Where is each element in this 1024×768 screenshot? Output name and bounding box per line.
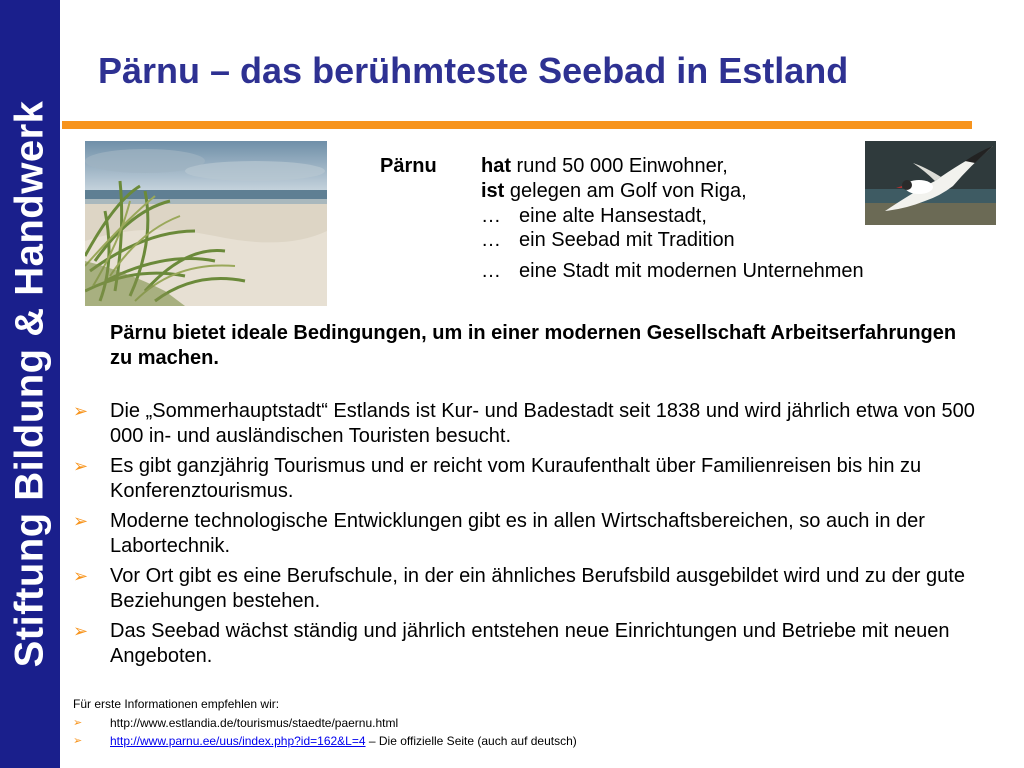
fact-ellipsis: … xyxy=(481,229,501,251)
fact-text-population: rund 50 000 Einwohner, xyxy=(511,155,728,177)
bullet-text: Vor Ort gibt es eine Berufschule, in der ein ähnliches Berufsbild ausgebildet wird und zu der gute Beziehungen bestehen. xyxy=(110,565,965,612)
list-item xyxy=(73,454,983,504)
list-item xyxy=(73,564,983,614)
list-item xyxy=(73,714,577,732)
fact-ellipsis: … xyxy=(481,260,501,282)
bullet-text: Moderne technologische Entwicklungen gibt es in allen Wirtschaftsbereichen, so auch in der Labortechnik. xyxy=(110,510,925,557)
arrow-bullet-icon: ➢ xyxy=(73,511,89,531)
facts-subject: Pärnu xyxy=(380,155,437,177)
fact-line-population xyxy=(481,155,728,178)
fact-text-seaside: ein Seebad mit Tradition xyxy=(519,229,735,251)
fact-line-location xyxy=(481,180,747,203)
list-item xyxy=(73,619,983,669)
list-item xyxy=(73,509,983,559)
arrow-bullet-icon: ➢ xyxy=(73,566,89,586)
title-divider xyxy=(62,121,972,129)
arrow-bullet-icon: ➢ xyxy=(73,401,89,421)
bullet-text: Die „Sommerhauptstadt“ Estlands ist Kur- und Badestadt seit 1838 und wird jährlich etwa von 500 000 in- und ausländischen Touristen besucht. xyxy=(110,400,975,447)
fact-text-hanseatic: eine alte Hansestadt, xyxy=(519,205,707,227)
fact-line-business xyxy=(481,260,864,283)
fact-verb-hat: hat xyxy=(481,155,511,177)
fact-text-business: eine Stadt mit modernen Unternehmen xyxy=(519,260,864,282)
bullet-list xyxy=(73,399,983,674)
seagull-image xyxy=(865,141,996,225)
beach-image xyxy=(85,141,327,306)
fact-verb-ist: ist xyxy=(481,180,505,202)
info-heading: Für erste Informationen empfehlen wir: xyxy=(73,697,280,711)
sidebar-band xyxy=(0,0,60,768)
arrow-bullet-icon: ➢ xyxy=(73,621,89,641)
arrow-bullet-icon: ➢ xyxy=(73,735,83,747)
sidebar-label: Stiftung Bildung & Handwerk xyxy=(7,100,52,668)
info-links-list xyxy=(73,714,577,750)
parnu-official-link[interactable]: http://www.parnu.ee/uus/index.php?id=162&L=4 xyxy=(110,734,366,748)
list-item xyxy=(73,399,983,449)
intro-statement: Pärnu bietet ideale Bedingungen, um in einer modernen Gesellschaft Arbeitserfahrungen zu machen. xyxy=(110,322,957,369)
fact-ellipsis: … xyxy=(481,205,501,227)
bullet-text: Es gibt ganzjährig Tourismus und er reicht vom Kuraufenthalt über Familienreisen bis hin zu Konferenztourismus. xyxy=(110,455,922,502)
fact-line-hanseatic xyxy=(481,205,707,228)
list-item xyxy=(73,732,577,750)
page-title: Pärnu – das berühmteste Seebad in Estland xyxy=(98,50,849,91)
arrow-bullet-icon: ➢ xyxy=(73,456,89,476)
fact-line-seaside xyxy=(481,229,735,252)
estlandia-url: http://www.estlandia.de/tourismus/staedte/paernu.html xyxy=(110,716,399,730)
parnu-link-description: – Die offizielle Seite (auch auf deutsch) xyxy=(365,734,577,748)
fact-text-location: gelegen am Golf von Riga, xyxy=(504,180,747,202)
bullet-text: Das Seebad wächst ständig und jährlich entstehen neue Einrichtungen und Betriebe mit neuen Angeboten. xyxy=(110,620,950,667)
arrow-bullet-icon: ➢ xyxy=(73,717,83,729)
